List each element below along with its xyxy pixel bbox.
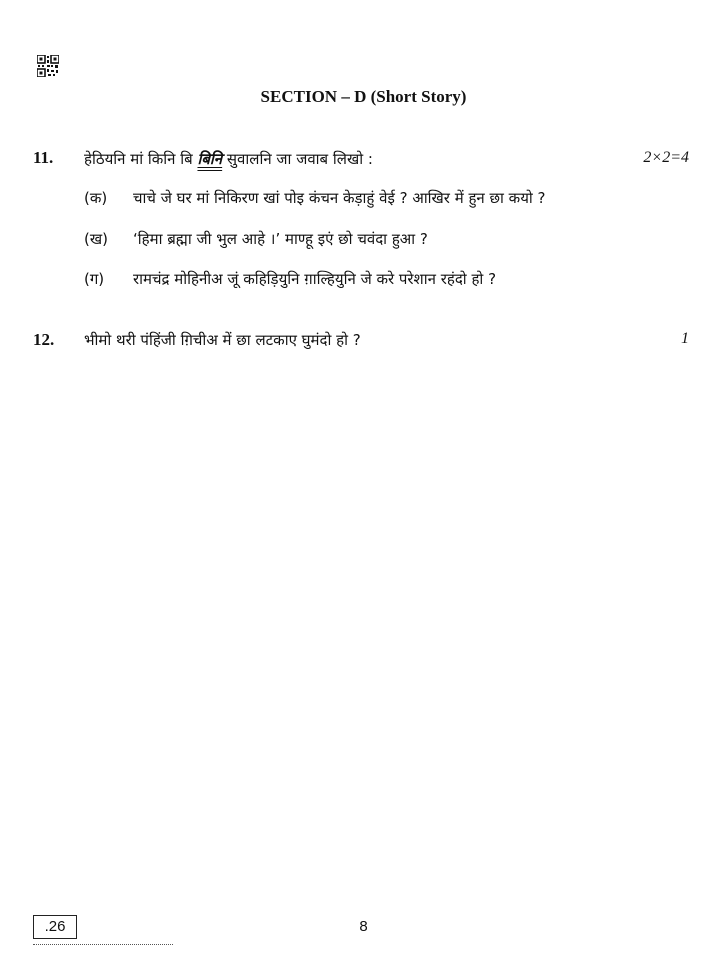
question-text-part: हेठियनि मां किनि बि — [84, 150, 198, 168]
question-number: 12. — [33, 330, 55, 349]
question-marks: 1 — [681, 330, 689, 347]
question-marks: 2×2=4 — [643, 149, 689, 166]
sub-question-label: (ग) — [84, 270, 105, 288]
footer-divider — [33, 944, 173, 945]
section-title: SECTION – D (Short Story) — [260, 87, 467, 106]
sub-question-label: (क) — [84, 189, 108, 207]
question-text: भीमो थरी पंहिंजी ग़िचीअ में छा लटकाए घुमंदो हो ? — [84, 331, 361, 349]
question-number: 11. — [33, 148, 54, 167]
sub-question-label: (ख) — [84, 230, 108, 248]
qr-code-icon — [37, 55, 59, 77]
sub-question-text: ‘हिमा ब्रह्मा जी भुल आहे ।’ माण्हू इएं छो चवंदा हुआ ? — [133, 230, 428, 248]
sub-question-text: चाचे जे घर मां निकिरण खां पोइ कंचन केड़ाहुं वेई ? आखिर में हुन छा कयो ? — [133, 189, 546, 207]
paper-code-box: .26 — [33, 915, 77, 939]
sub-question-text: रामचंद्र मोहिनीअ जूं कहिड़ियुनि ग़ाल्हियुनि जे करे परेशान रहंदो हो ? — [133, 270, 497, 288]
page-number: 8 — [359, 918, 368, 935]
question-text — [84, 149, 373, 169]
question-text-part: सुवालनि जा जवाब लिखो : — [222, 150, 373, 168]
question-text-emphasis: बिनि — [197, 150, 223, 168]
